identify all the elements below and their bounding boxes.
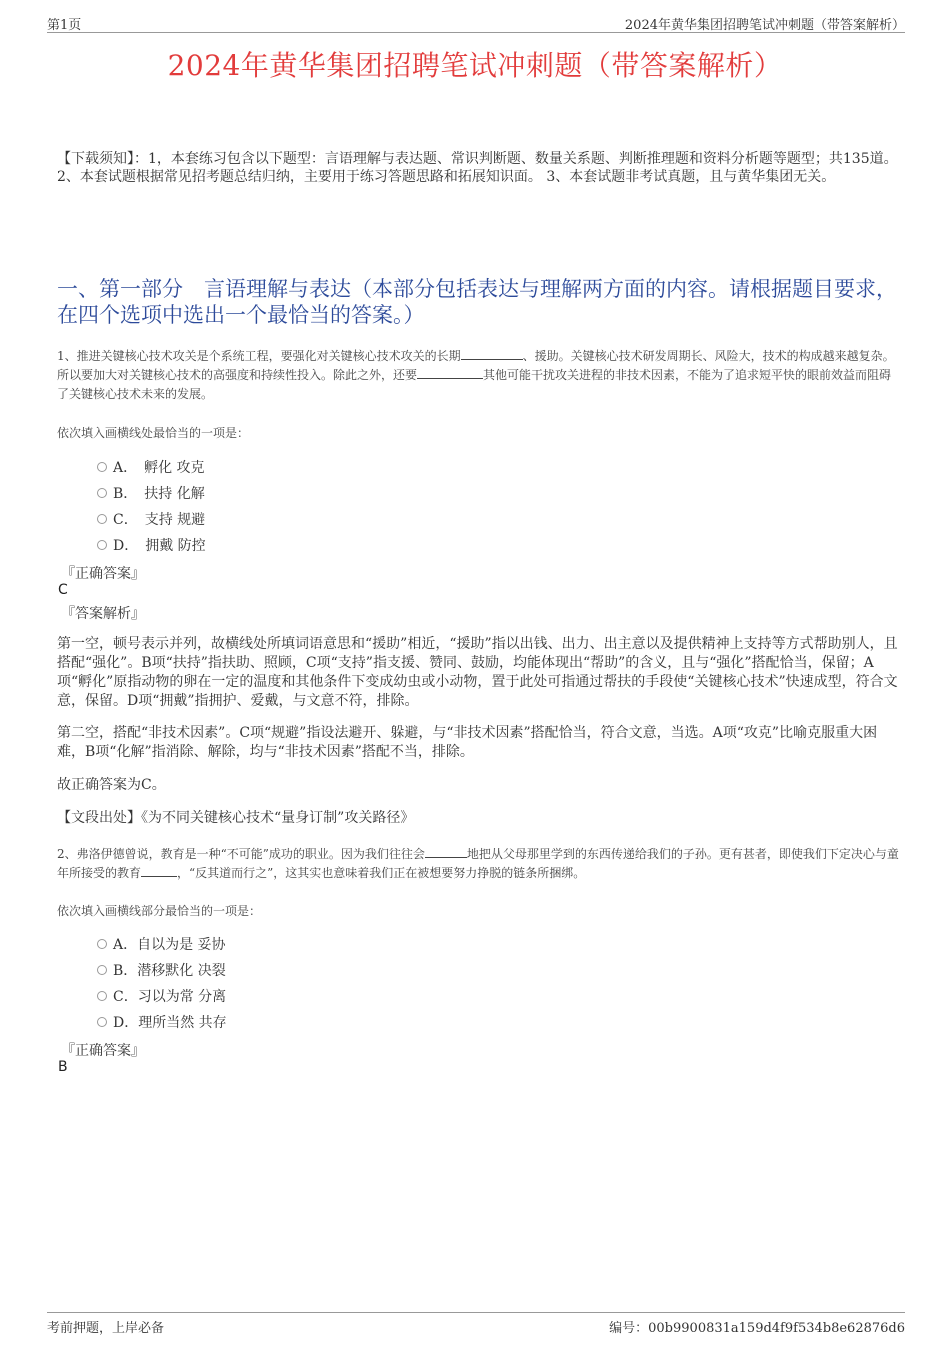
q2-answer-label: 『正确答案』	[61, 1043, 145, 1059]
option-label: A．自以为是 妥协	[113, 937, 226, 953]
question-1-text: 1、推进关键核心技术攻关是个系统工程，要强化对关键核心技术攻关的长期 、援助。关键核心技术研发周期长、风险大，技术的构成越来越复杂。所以要加大对关键核心技术的高强度和持续性投入。除此之外，还要 其他可能干扰攻关进程的非技术因素，不能为了追求短平快的眼前效益而阻碍了关键核心技术未来的发展。	[57, 349, 895, 401]
q1-answer-label: 『正确答案』	[61, 566, 145, 582]
option-label: A． 孵化 攻克	[113, 460, 205, 476]
question-1-prompt: 依次填入画横线处最恰当的一项是：	[57, 426, 250, 440]
q1-answer: C	[58, 582, 68, 598]
radio-icon[interactable]	[97, 488, 107, 498]
blank-2	[141, 864, 177, 877]
page-number: 第1页	[47, 18, 82, 33]
page-footer	[47, 1312, 905, 1336]
option-label: C． 支持 规避	[113, 512, 206, 528]
radio-icon[interactable]	[97, 514, 107, 524]
radio-icon[interactable]	[97, 965, 107, 975]
q1-option-d[interactable]	[97, 535, 206, 553]
option-label: D． 拥戴 防控	[113, 538, 206, 554]
question-2-text: 2、弗洛伊德曾说，教育是一种“不可能”成功的职业。因为我们往往会 地把从父母那里学到的东西传递给我们的子孙。更有甚者，即使我们下定决心与童年所接受的教育 ，“反其道而行之”，这其实也意味着我们正在被想要努力挣脱的链条所捆绑。	[57, 847, 899, 880]
q1-option-c[interactable]	[97, 509, 205, 527]
radio-icon[interactable]	[97, 991, 107, 1001]
radio-icon[interactable]	[97, 1017, 107, 1027]
section-title: 一、第一部分 言语理解与表达（本部分包括表达与理解两方面的内容。请根据题目要求，在四个选项中选出一个最恰当的答案。）	[57, 277, 897, 327]
q1-analysis-label: 『答案解析』	[61, 606, 145, 622]
q2-option-b[interactable]	[97, 960, 226, 978]
radio-icon[interactable]	[97, 540, 107, 550]
q2-answer: B	[58, 1059, 68, 1075]
option-label: B． 扶持 化解	[113, 486, 205, 502]
question-2-prompt: 依次填入画横线部分最恰当的一项是：	[57, 904, 262, 918]
footer-slogan: 考前押题，上岸必备	[47, 1321, 165, 1336]
blank-1	[425, 845, 467, 858]
radio-icon[interactable]	[97, 462, 107, 472]
q2-option-a[interactable]	[97, 934, 226, 952]
page-title: 2024年黄华集团招聘笔试冲刺题（带答案解析）	[167, 49, 783, 82]
q1-option-a[interactable]	[97, 457, 205, 475]
q1-analysis-paragraph-1: 第一空，顿号表示并列，故横线处所填词语意思和“援助”相近，“援助”指以出钱、出力、出主意以及提供精神上支持等方式帮助别人，且搭配“强化”。B项“扶持”指扶助、照顾，C项“支持”指支援、赞同、鼓励，均能体现出“帮助”的含义，且与“强化”搭配恰当，保留；A项“孵化”原指动物的卵在一定的温度和其他条件下变成幼虫或小动物，置于此处可指通过帮扶的手段使“关键核心技术”快速成型，符合文意，保留。D项“拥戴”指拥护、爱戴，与文意不符，排除。	[57, 636, 898, 709]
header-doc-title: 2024年黄华集团招聘笔试冲刺题（带答案解析）	[624, 18, 905, 33]
q1-option-b[interactable]	[97, 483, 205, 501]
q1-source: 【文段出处】《为不同关键核心技术“量身订制”攻关路径》	[57, 810, 415, 826]
blank-1	[461, 347, 523, 360]
q2-option-d[interactable]	[97, 1012, 227, 1030]
q1-conclusion: 故正确答案为C。	[57, 777, 166, 793]
download-notice: 【下载须知】：1，本套练习包含以下题型：言语理解与表达题、常识判断题、数量关系题、判断推理题和资料分析题等题型；共135道。 2、本套试题根据常见招考题总结归纳，主要用于练习答题思路和拓展知识面。 3、本套试题非考试真题，且与黄华集团无关。	[57, 151, 898, 185]
blank-2	[417, 366, 483, 379]
option-label: C．习以为常 分离	[113, 989, 227, 1005]
q2-option-c[interactable]	[97, 986, 226, 1004]
footer-doc-id: 编号：00b9900831a159d4f9f534b8e62876d6	[609, 1321, 905, 1336]
q1-analysis-paragraph-2: 第二空，搭配“非技术因素”。C项“规避”指设法避开、躲避，与“非技术因素”搭配恰当，符合文意，当选。A项“攻克”比喻克服重大困难，B项“化解”指消除、解除，均与“非技术因素”搭配不当，排除。	[57, 725, 878, 760]
radio-icon[interactable]	[97, 939, 107, 949]
option-label: D．理所当然 共存	[113, 1015, 227, 1031]
page-header	[47, 12, 905, 33]
option-label: B．潜移默化 决裂	[113, 963, 226, 979]
